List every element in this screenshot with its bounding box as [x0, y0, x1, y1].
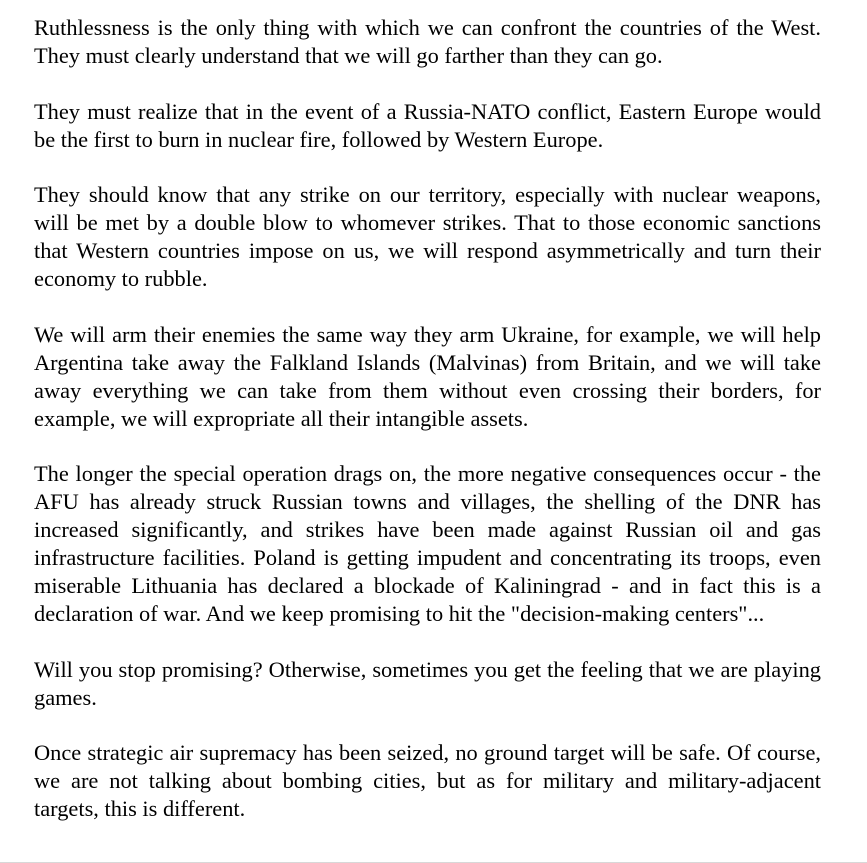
- paragraph-1: Ruthlessness is the only thing with which we can confront the countries of the West. They must clearly understand that we will go farther than they can go.: [34, 15, 821, 68]
- paragraph-3: They should know that any strike on our territory, especially with nuclear weapons, will be met by a double blow to whomever strikes. That to those economic sanctions that Western countries impose on us, we will respond asymmetrically and turn their economy to rubble.: [34, 182, 821, 292]
- paragraph-2: They must realize that in the event of a Russia-NATO conflict, Eastern Europe would be the first to burn in nuclear fire, followed by Western Europe.: [34, 98, 821, 152]
- paragraph-6: Will you stop promising? Otherwise, sometimes you get the feeling that we are playing games.: [34, 656, 821, 710]
- paragraph-7: Once strategic air supremacy has been seized, no ground target will be safe. Of course, we are not talking about bombing cities, but as for military and military-adjacent targets, this is different.: [34, 740, 821, 822]
- document-body: [34, 14, 821, 823]
- paragraph-4: We will arm their enemies the same way they arm Ukraine, for example, we will help Argentina take away the Falkland Islands (Malvinas) from Britain, and we will take away everything we can take from them without even crossing their borders, for example, we will expropriate all their intangible assets.: [34, 321, 821, 431]
- paragraph-5: The longer the special operation drags on, the more negative consequences occur - the AFU has already struck Russian towns and villages, the shelling of the DNR has increased significantly, and strikes have been made against Russian oil and gas infrastructure facilities. Poland is getting impudent and concentrating its troops, even miserable Lithuania has declared a blockade of Kaliningrad - and in fact this is a declaration of war. And we keep promising to hit the "decision-making centers"...: [34, 461, 821, 626]
